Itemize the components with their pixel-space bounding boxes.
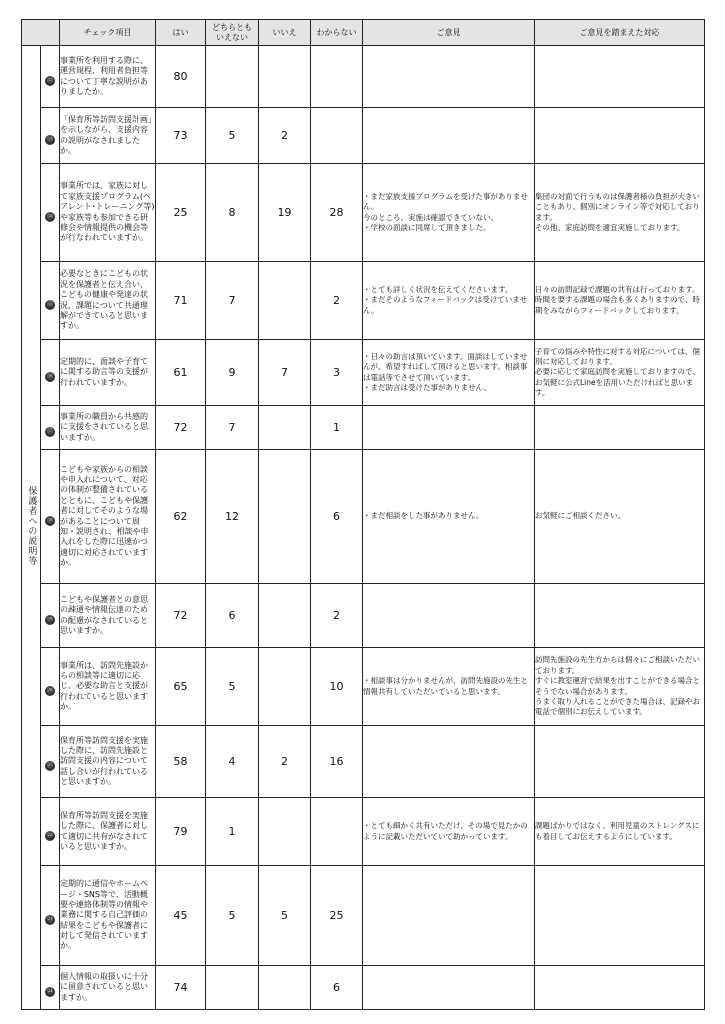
header-no: いいえ (259, 20, 311, 46)
row-number-cell (41, 340, 60, 406)
header-yes: はい (156, 20, 206, 46)
item-text: 「保育所等訪問支援計画」を示しながら、支援内容の説明がなされましたか。 (60, 108, 156, 164)
neither-count: 5 (206, 648, 259, 726)
table-row (22, 164, 705, 262)
item-text: 事業所を利用する際に、運営規程、利用者負担等について丁寧な説明がありましたか。 (60, 46, 156, 108)
table-row (22, 866, 705, 966)
row-number-cell (41, 648, 60, 726)
item-text: 必要なときにこどもの状況を保護者と伝え合い、こどもの健康や発達の状況、課題について共通理解ができていると思いますか。 (60, 262, 156, 340)
header-unknown: わからない (311, 20, 363, 46)
header-blank (22, 20, 60, 46)
yes-count: 72 (156, 584, 206, 648)
row-number: ⑬ (46, 136, 53, 143)
row-number-cell (41, 798, 60, 866)
table-row (22, 108, 705, 164)
item-text: こどもや家族からの相談や申入れについて、対応の体制が整備されているとともに、こどもや保護者に対してそのような場があることについて周知・説明され、相談や申入れをした際に迅速かつ適切に対応されていますか。 (60, 450, 156, 584)
opinion-cell (363, 164, 535, 262)
item-text: 個人情報の取扱いに十分に留意されていると思いますか。 (60, 966, 156, 1010)
category-label: 保護者への説明等 (26, 485, 37, 566)
header-item: チェック項目 (60, 20, 156, 46)
response-cell (535, 340, 705, 406)
no-count (259, 798, 311, 866)
response-cell (535, 648, 705, 726)
yes-count: 71 (156, 262, 206, 340)
no-count: 19 (259, 164, 311, 262)
neither-count: 12 (206, 450, 259, 584)
neither-count: 4 (206, 726, 259, 798)
response-cell (535, 726, 705, 798)
response-line: 必要に応じて家庭訪問を実施しておりますので、お気軽に公式Lineを活用いただければと思います。 (535, 367, 700, 398)
opinion-line: ・まだ相談をした事がありません。 (363, 511, 484, 521)
opinion-line: 今のところ、実施は確認できていない。 (363, 212, 498, 222)
response-cell (535, 866, 705, 966)
header-response: ご意見を踏まえた対応 (535, 20, 705, 46)
opinion-line: ・まだ家族支援プログラムを受けた事がありません。 (363, 191, 528, 212)
neither-count: 7 (206, 262, 259, 340)
row-number-cell (41, 966, 60, 1010)
item-text: 事業所は、訪問先施設からの相談等に適切に応じ、必要な助言と支援が行われていると思いますか。 (60, 648, 156, 726)
response-line: 日々の訪問記録で課題の共有は行っております。 (535, 284, 700, 294)
row-number: ⑰ (46, 428, 53, 435)
row-number: ㉑ (46, 762, 53, 769)
table-row (22, 46, 705, 108)
item-text: 事業所では、家族に対して家族支援プログラム(ペアレント･トレーニング等)や家族等も参加できる研修会や情報提供の機会等が行なわれていますか。 (60, 164, 156, 262)
row-number-cell (41, 262, 60, 340)
opinion-cell (363, 798, 535, 866)
response-line: お気軽にご相談ください。 (535, 511, 625, 521)
neither-count: 9 (206, 340, 259, 406)
table-row (22, 406, 705, 450)
unknown-count: 2 (311, 584, 363, 648)
table-row (22, 726, 705, 798)
item-text: 保育所等訪問支援を実施した際に、訪問先施設と訪問支援の内容について話し合いが行われていると思いますか。 (60, 726, 156, 798)
opinion-cell (363, 340, 535, 406)
opinion-cell (363, 648, 535, 726)
yes-count: 72 (156, 406, 206, 450)
response-cell (535, 584, 705, 648)
row-number-cell (41, 406, 60, 450)
response-line: その他、家庭訪問を適宜実施しております。 (535, 222, 685, 232)
unknown-count: 25 (311, 866, 363, 966)
table-row (22, 798, 705, 866)
opinion-cell (363, 108, 535, 164)
neither-count: 6 (206, 584, 259, 648)
opinion-line: ・とても詳しく状況を伝えてくださいます。 (363, 284, 513, 294)
opinion-cell (363, 450, 535, 584)
table-row (22, 966, 705, 1010)
unknown-count: 28 (311, 164, 363, 262)
response-line: 訪問先施設の先生方からは個々にご相談いただいております。 (535, 655, 700, 675)
neither-count: 7 (206, 406, 259, 450)
response-cell (535, 108, 705, 164)
unknown-count: 3 (311, 340, 363, 406)
response-line: 集団の対面で行うものは保護者様の負担が大きいこともあり、個別にオンライン等で対応しております。 (535, 191, 700, 222)
neither-count: 5 (206, 866, 259, 966)
unknown-count (311, 108, 363, 164)
row-number-cell (41, 108, 60, 164)
response-cell (535, 164, 705, 262)
response-line: うまく取り入れることができた場合は、記録やお電話で個別にお伝えしています。 (535, 696, 700, 717)
response-cell (535, 406, 705, 450)
opinion-line: ・とても細かく共有いただけ、その場で見たかのように記載いただいていて助かっています。 (363, 821, 528, 841)
no-count (259, 648, 311, 726)
no-count: 2 (259, 108, 311, 164)
table-row (22, 340, 705, 406)
header-row (22, 20, 705, 46)
response-line: すぐに教室運営で結果を出すことができる場合とそうでない場合があります。 (535, 676, 700, 696)
unknown-count: 16 (311, 726, 363, 798)
opinion-cell (363, 726, 535, 798)
unknown-count: 2 (311, 262, 363, 340)
response-cell (535, 798, 705, 866)
yes-count: 74 (156, 966, 206, 1010)
response-cell (535, 262, 705, 340)
row-number-cell (41, 450, 60, 584)
survey-table (21, 19, 705, 1010)
unknown-count: 6 (311, 966, 363, 1010)
response-cell (535, 966, 705, 1010)
row-number: ㉓ (46, 916, 53, 923)
unknown-count: 10 (311, 648, 363, 726)
no-count (259, 262, 311, 340)
yes-count: 79 (156, 798, 206, 866)
row-number-cell (41, 726, 60, 798)
item-text: こどもや保護者との意思の疎通や情報伝達のための配慮がなされていると思いますか。 (60, 584, 156, 648)
row-number: ⑯ (46, 373, 53, 380)
neither-count (206, 966, 259, 1010)
row-number: ⑮ (46, 301, 53, 308)
no-count (259, 584, 311, 648)
row-number-cell (41, 866, 60, 966)
item-text: 事業所の職員から共感的に支援をされていると思いますか。 (60, 406, 156, 450)
row-number: ⑲ (46, 616, 53, 623)
opinion-cell (363, 866, 535, 966)
no-count (259, 966, 311, 1010)
row-number-cell (41, 46, 60, 108)
table-row (22, 262, 705, 340)
yes-count: 73 (156, 108, 206, 164)
row-number: ⑱ (46, 517, 53, 524)
opinion-line: ・日々の助言は頂いています。面談はしていませんが、希望すればして頂けると思います。相談事は電話等でさせて頂いています。 (363, 351, 528, 382)
header-neither: どちらとも いえない (206, 20, 259, 46)
neither-count: 8 (206, 164, 259, 262)
neither-count: 5 (206, 108, 259, 164)
unknown-count: 1 (311, 406, 363, 450)
yes-count: 58 (156, 726, 206, 798)
yes-count: 61 (156, 340, 206, 406)
opinion-cell (363, 46, 535, 108)
no-count: 2 (259, 726, 311, 798)
yes-count: 80 (156, 46, 206, 108)
response-line: 時間を要する課題の場合も多くありますので、時期をみながらフィードバックしております。 (535, 295, 700, 315)
yes-count: 45 (156, 866, 206, 966)
item-text: 定期的に、面談や子育てに関する助言等の支援が行われていますか。 (60, 340, 156, 406)
header-opinion: ご意見 (363, 20, 535, 46)
item-text: 定期的に通信やホームページ・SNS等で、活動概要や連絡体制等の情報や業務に関する自己評価の結果をこどもや保護者に対して発信されていますか。 (60, 866, 156, 966)
yes-count: 25 (156, 164, 206, 262)
row-number: ㉔ (46, 988, 53, 995)
row-number: ㉒ (46, 832, 53, 839)
table-row (22, 450, 705, 584)
row-number: ⑫ (46, 77, 53, 84)
no-count: 7 (259, 340, 311, 406)
opinion-line: ・学校の面談に同席して頂きました。 (363, 222, 491, 232)
table-row (22, 584, 705, 648)
neither-count (206, 46, 259, 108)
opinion-cell (363, 966, 535, 1010)
response-line: 課題ばかりではなく、利用児童のストレングスにも着目してお伝えするようにしています。 (535, 821, 700, 841)
unknown-count: 6 (311, 450, 363, 584)
yes-count: 62 (156, 450, 206, 584)
row-number: ⑭ (46, 213, 53, 220)
response-cell (535, 450, 705, 584)
no-count (259, 450, 311, 584)
no-count (259, 46, 311, 108)
unknown-count (311, 46, 363, 108)
row-number-cell (41, 164, 60, 262)
opinion-cell (363, 406, 535, 450)
opinion-cell (363, 584, 535, 648)
category-cell (22, 46, 41, 1010)
row-number: ⑳ (46, 687, 53, 694)
opinion-line: ・相談事は分かりませんが、訪問先施設の先生と情報共有していただいていると思います。 (363, 676, 528, 696)
response-cell (535, 46, 705, 108)
item-text: 保育所等訪問支援を実施した際に、保護者に対して適切に共有がなされていると思いますか。 (60, 798, 156, 866)
neither-count: 1 (206, 798, 259, 866)
opinion-line: ・まだそのようなフィードバックは受けていません。 (363, 295, 528, 315)
opinion-cell (363, 262, 535, 340)
unknown-count (311, 798, 363, 866)
table-row (22, 648, 705, 726)
row-number-cell (41, 584, 60, 648)
response-line: 子育ての悩みや特性に対する対応については、個別に対応しております。 (535, 346, 700, 366)
yes-count: 65 (156, 648, 206, 726)
no-count: 5 (259, 866, 311, 966)
opinion-line: ・まだ助言は受けた事がありません。 (363, 382, 491, 392)
no-count (259, 406, 311, 450)
